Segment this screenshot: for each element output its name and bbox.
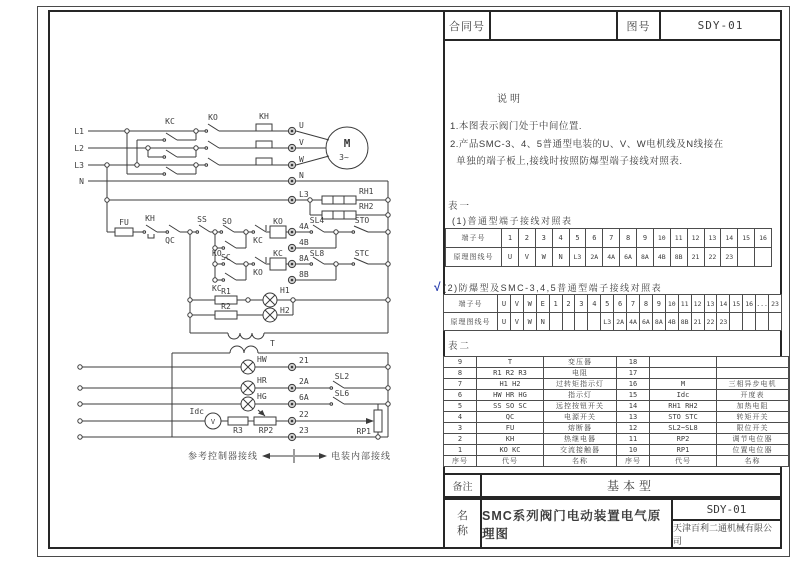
component-cell: 转矩开关 [717,412,789,423]
legend-right-text: 电装内部接线 [331,451,392,461]
label-h1: H1 [280,286,290,295]
component-cell: 2 [444,434,477,445]
terminal-cell: 14 [717,295,730,313]
terminal-label-8a: 8A [299,254,309,263]
resistor-r2 [215,311,237,319]
label-kc-nc: KC [253,236,263,245]
lamp-h2 [263,308,277,322]
terminal-cell: 1 [502,229,519,248]
component-cell: 位置电位器 [717,445,789,456]
terminals [288,127,295,440]
table-row [446,229,772,248]
normal-terminal-table [445,228,772,267]
label-kh2: KH [145,214,155,223]
meter-letter: V [210,418,216,426]
terminal-cell: 23 [769,295,782,313]
terminal-cell: 5 [569,229,586,248]
component-cell: RH1 RH2 [650,401,717,412]
resistor-r3 [228,417,248,425]
terminal-cell: 4A [603,248,620,267]
legend-arrow-left-icon [262,453,270,459]
terminal-cell: 22 [704,248,721,267]
legend-arrow-right-icon [319,453,327,459]
label-hg: HG [257,392,267,401]
terminal-cell: 8A [637,248,654,267]
lamp-hw [241,360,255,374]
component-cell: 序号 [617,456,650,467]
heater-rh1 [322,196,356,204]
terminal-cell: N [536,313,549,331]
component-cell: T [477,357,544,368]
component-cell: 过转矩指示灯 [544,379,617,390]
label-sl4: SL4 [309,216,325,225]
table1-sub2-title: √(2)防爆型及SMC-3,4,5普通型端子接线对照表 [434,280,663,294]
fuse-symbol [115,228,133,236]
terminal-cell: U [498,313,511,331]
terminal-cell [575,313,588,331]
label-hr: HR [257,376,267,385]
terminal-cell: 8 [639,295,652,313]
terminal-label-21: 21 [299,356,309,365]
component-cell: 代号 [477,456,544,467]
component-cell [717,357,789,368]
note-line-3: 单独的端子板上,接线时按照防爆型端子接线对照表. [450,156,683,167]
drawing-no-label: 图号 [618,12,661,39]
terminal-cell: V [518,248,535,267]
terminal-cell: 4 [588,295,601,313]
component-cell [717,368,789,379]
label-kc: KC [165,117,175,126]
component-cell: 交流接触器 [544,445,617,456]
label-sl8: SL8 [309,249,325,258]
terminal-cell: 22 [704,313,717,331]
component-cell: 代号 [650,456,717,467]
terminal-label-4b: 4B [299,238,309,247]
terminal-cell: 15 [730,295,743,313]
terminal-cell: 16 [743,295,756,313]
heater-rh2 [322,211,356,219]
component-cell: 热继电器 [544,434,617,445]
terminal-cell: 13 [704,295,717,313]
terminal-cell: W [523,313,536,331]
terminal-cell: 6 [614,295,627,313]
terminal-cell: 14 [721,229,738,248]
label-l1: L1 [74,127,84,136]
terminal-cell: 11 [670,229,687,248]
row-label: 原理图线号 [444,313,498,331]
drawing-no: SDY-01 [673,500,780,521]
label-ko-nc: KO [253,268,263,277]
terminal-cell: 6A [620,248,637,267]
check-mark: √ [434,280,443,294]
note-line-1: 1.本图表示阀门处于中间位置. [450,121,583,132]
terminal-cell: 12 [687,229,704,248]
row-label: 端子号 [446,229,502,248]
component-cell: R1 R2 R3 [477,368,544,379]
component-cell: 9 [444,357,477,368]
legend-left-text: 参考控制器接线 [187,451,258,461]
schematic-canvas [40,85,450,475]
component-cell: RP1 [650,445,717,456]
terminal-cell: 23 [721,248,738,267]
component-cell: 17 [617,368,650,379]
component-cell: 3 [444,423,477,434]
label-l3: L3 [74,161,84,170]
thermal-element-u [256,124,272,131]
component-cell: 14 [617,401,650,412]
table-row [444,295,782,313]
table1-sub1-title: (1)普通型端子接线对照表 [452,216,573,226]
thermal-element-w [256,158,272,165]
terminal-cell: 21 [687,248,704,267]
terminal-cell: ... [756,295,769,313]
component-cell: KH [477,434,544,445]
terminal-cell: N [552,248,569,267]
thermal-element-v [256,141,272,148]
terminal-cell: 2A [586,248,603,267]
terminal-cell: 7 [627,295,640,313]
component-row [444,401,789,412]
label-rp2: RP2 [258,426,274,435]
label-rp1: RP1 [356,427,371,436]
component-cell: 16 [617,379,650,390]
component-cell: FU [477,423,544,434]
label-r1: R1 [221,287,231,296]
remark-label: 备注 [445,475,482,496]
component-cell: 18 [617,357,650,368]
label-ko-coil: KO [273,217,283,226]
terminal-cell [562,313,575,331]
label-ss: SS [197,215,207,224]
company-name: 天津百利二通机械有限公司 [673,523,773,546]
wiper-arrow-rp1 [366,418,374,424]
terminal-cell [755,248,772,267]
label-sl6: SL6 [334,389,350,398]
terminal-cell: 21 [691,313,704,331]
label-kh: KH [259,112,269,121]
terminal-cell: 4B [665,313,678,331]
label-rh1: RH1 [359,187,374,196]
component-cell: Idc [650,390,717,401]
remark-block [443,473,782,498]
terminal-cell: 2A [614,313,627,331]
contract-no-label: 合同号 [445,12,491,39]
terminal-label-w: W [299,155,304,164]
terminal-cell [730,313,743,331]
label-sc: SC [221,253,231,262]
drawing-title: SMC系列阀门电动装置电气原理图 [482,500,673,547]
terminal-cell: 16 [755,229,772,248]
component-cell: 开度表 [717,390,789,401]
label-hw: HW [257,355,267,364]
terminal-label-22: 22 [299,410,309,419]
component-cell: 三相异步电机 [717,379,789,390]
component-cell: 8 [444,368,477,379]
terminal-cell: W [535,248,552,267]
label-rh2: RH2 [359,202,374,211]
coil-ko [270,226,286,238]
terminal-cell: 1 [549,295,562,313]
terminal-label-4a: 4A [299,222,309,231]
component-cell: HW HR HG [477,390,544,401]
component-cell: 熔断器 [544,423,617,434]
component-cell: 7 [444,379,477,390]
component-cell: 15 [617,390,650,401]
name-block [443,498,782,549]
label-ko: KO [208,113,218,122]
terminal-cell: U [498,295,511,313]
component-cell: 5 [444,401,477,412]
explosion-terminal-table [443,294,782,331]
component-cell: 名称 [544,456,617,467]
table-row [446,248,772,267]
terminal-cell: 8A [652,313,665,331]
terminal-cell: 9 [652,295,665,313]
label-t: T [270,339,275,348]
terminal-cell: 15 [738,229,755,248]
notes-heading: 说明 [497,94,523,105]
label-idc: Idc [189,407,204,416]
schematic-labels [74,112,391,461]
terminal-cell: 3 [535,229,552,248]
terminal-cell: 8B [678,313,691,331]
contract-no-value [491,12,618,39]
component-cell: 远控按钮开关 [544,401,617,412]
terminal-cell: V [510,295,523,313]
component-cell: 电阻 [544,368,617,379]
label-kc-parallel: KC [212,284,222,293]
component-row [444,434,789,445]
component-cell: 10 [617,445,650,456]
terminal-cell: 2 [562,295,575,313]
table-row [444,313,782,331]
component-cell: QC [477,412,544,423]
component-cell: 11 [617,434,650,445]
terminal-cell: E [536,295,549,313]
table2-caption: 表二 [448,341,472,352]
label-stc: STC [354,249,370,258]
terminal-cell: 6A [639,313,652,331]
terminal-cell: 3 [575,295,588,313]
drawing-no-value: SDY-01 [697,19,744,32]
component-cell: STO STC [650,412,717,423]
terminal-cell [738,248,755,267]
potentiometer-rp1 [374,410,382,432]
terminal-label-n: N [299,171,304,180]
terminal-cell: L3 [601,313,614,331]
motor-letter: M [343,137,351,150]
label-r2: R2 [221,302,231,311]
component-cell: 4 [444,412,477,423]
component-cell: 序号 [444,456,477,467]
component-row [444,412,789,423]
row-label: 原理图线号 [446,248,502,267]
table1-caption: 表一 [448,201,472,212]
lamp-hr [241,381,255,395]
wires [82,124,388,463]
component-cell: 指示灯 [544,390,617,401]
component-cell [650,357,717,368]
terminal-label-6a: 6A [299,393,309,402]
terminal-cell: 5 [601,295,614,313]
terminal-label-v: V [299,138,304,147]
label-ko-parallel: KO [212,249,222,258]
terminal-cell: 4B [653,248,670,267]
lamp-hg [241,397,255,411]
terminal-cell [588,313,601,331]
drawing-no-company [673,500,780,547]
component-row [444,456,789,467]
component-row [444,390,789,401]
component-cell: 变压器 [544,357,617,368]
potentiometer-rp2 [254,417,276,425]
terminal-cell [549,313,562,331]
component-cell: 1 [444,445,477,456]
label-so: SO [222,217,232,226]
component-row [444,423,789,434]
terminal-cell: V [510,313,523,331]
terminal-cell: 13 [704,229,721,248]
label-sto: STO [354,216,370,225]
terminal-cell [756,313,769,331]
label-r3: R3 [233,426,243,435]
label-kc-coil: KC [273,249,283,258]
terminal-cell: 9 [637,229,654,248]
name-label: 名称 [445,500,482,547]
terminal-cell: 10 [653,229,670,248]
note-line-2: 2.产品SMC-3、4、5普通型电装的U、V、W电机线及N线接在 [450,139,724,150]
component-cell: 6 [444,390,477,401]
component-cell: SL2~SL8 [650,423,717,434]
component-row [444,357,789,368]
terminal-label-8b: 8B [299,270,309,279]
row-label: 端子号 [444,295,498,313]
terminal-cell: 11 [678,295,691,313]
remark-value: 基本型 [606,479,655,493]
terminal-cell: 4A [627,313,640,331]
component-list-table [443,356,789,467]
terminal-cell: L3 [569,248,586,267]
terminal-cell: 8B [670,248,687,267]
component-cell: 电源开关 [544,412,617,423]
component-cell: 名称 [717,456,789,467]
component-row [444,445,789,456]
label-fu: FU [119,218,129,227]
component-symbols [115,124,382,432]
component-cell: M [650,379,717,390]
lamp-h1 [263,293,277,307]
terminal-cell: 8 [620,229,637,248]
terminal-cell: 6 [586,229,603,248]
terminal-cell: 4 [552,229,569,248]
component-cell: 限位开关 [717,423,789,434]
component-cell: 13 [617,412,650,423]
label-sl2: SL2 [334,372,350,381]
terminal-cell [743,313,756,331]
terminal-label-u: U [299,121,304,130]
terminal-label-l3: L3 [299,190,309,199]
label-l2: L2 [74,144,84,153]
terminal-cell: U [502,248,519,267]
terminal-cell: 7 [603,229,620,248]
component-cell: RP2 [650,434,717,445]
component-cell: SS SO SC [477,401,544,412]
component-cell: 调节电位器 [717,434,789,445]
component-row [444,368,789,379]
terminal-cell [769,313,782,331]
terminal-label-2a: 2A [299,377,309,386]
terminal-cell: 23 [717,313,730,331]
component-cell: KO KC [477,445,544,456]
terminal-cell: 2 [518,229,535,248]
coil-kc [270,258,286,270]
label-qc: QC [165,236,175,245]
label-n: N [79,177,84,186]
component-cell: H1 H2 [477,379,544,390]
terminal-cell: 12 [691,295,704,313]
terminal-label-23: 23 [299,426,309,435]
title-block [443,10,782,41]
component-cell: 12 [617,423,650,434]
component-cell: 加热电阻 [717,401,789,412]
component-cell [650,368,717,379]
label-h2: H2 [280,306,290,315]
motor-phase: 3~ [339,153,349,162]
terminal-cell: W [523,295,536,313]
component-row [444,379,789,390]
terminal-cell: 10 [665,295,678,313]
